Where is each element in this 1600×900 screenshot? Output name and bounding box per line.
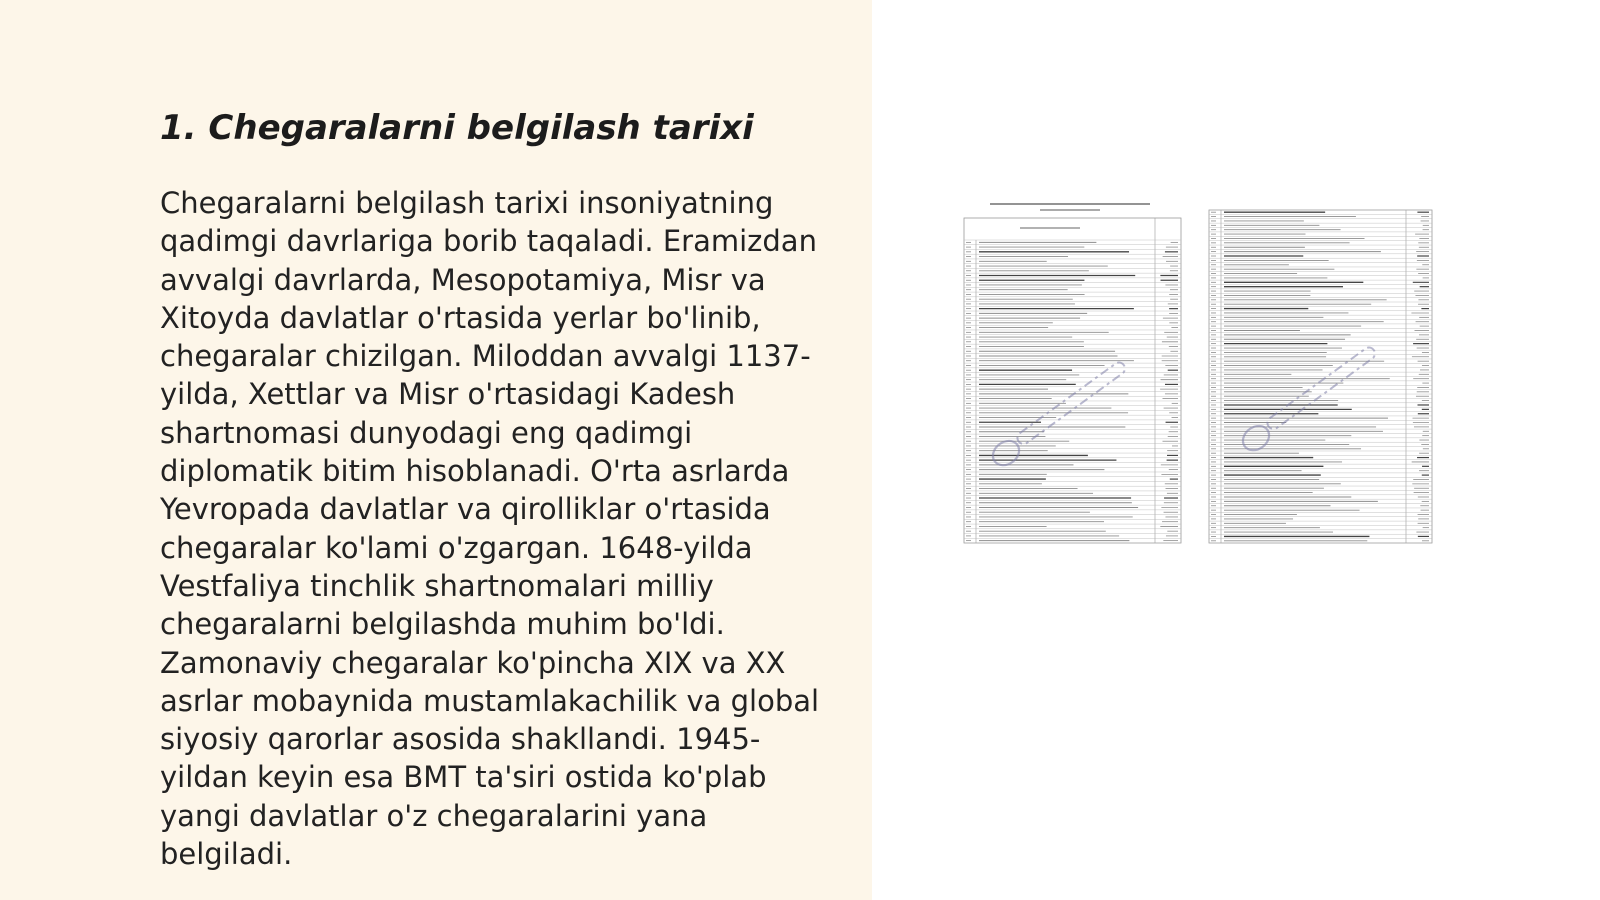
body-line: shartnomasi dunyodagi eng qadimgi (160, 415, 693, 450)
body-line: chegaralar chizilgan. Miloddan avvalgi 1137- (160, 339, 811, 374)
body-line: diplomatik bitim hisoblanadi. O'rta asrlarda (160, 454, 790, 489)
body-line: chegaralar ko'lami o'zgargan. 1648-yilda (160, 530, 753, 565)
body-line: Vestfaliya tinchlik shartnomalari milliy (160, 568, 714, 603)
scanned-table-image (960, 200, 1437, 546)
body-line: belgiladi. (160, 837, 293, 872)
body-line: Xitoyda davlatlar o'rtasida yerlar bo'linib, (160, 300, 761, 335)
body-line: avvalgi davrlarda, Mesopotamiya, Misr va (160, 262, 766, 297)
body-line: chegaralarni belgilashda muhim bo'ldi. (160, 607, 725, 642)
body-line: qadimgi davrlariga borib taqaladi. Eramizdan (160, 224, 817, 259)
body-line: Yevropada davlatlar va qirolliklar o'rtasida (160, 492, 771, 527)
body-line: Chegaralarni belgilash tarixi insoniyatning (160, 186, 774, 220)
body-line: yangi davlatlar o'z chegaralarini yana (160, 798, 708, 833)
body-line: asrlar mobaynida mustamlakachilik va global (160, 683, 820, 718)
scanned-document-illustration (960, 200, 1437, 546)
body-line: yilda, Xettlar va Misr o'rtasidagi Kadesh (160, 377, 736, 412)
document-page (964, 218, 1181, 543)
body-line: siyosiy qarorlar asosida shakllandi. 1945- (160, 722, 761, 757)
slide-body-text (160, 184, 850, 873)
body-line: yildan keyin esa BMT ta'siri ostida ko'plab (160, 760, 767, 795)
slide-title: 1. Chegaralarni belgilash tarixi (160, 108, 754, 148)
body-line: Zamonaviy chegaralar ko'pincha XIX va XX (160, 645, 786, 680)
